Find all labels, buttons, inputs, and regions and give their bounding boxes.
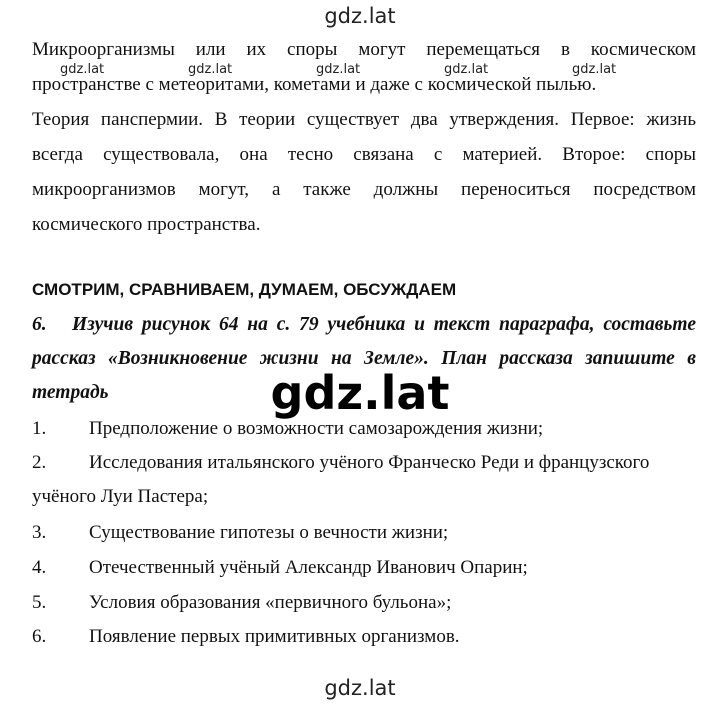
plan-item [32,516,696,550]
plan-item-number: 6. [32,626,47,647]
paragraph-line: Микроорганизмы или их споры могут перемещаться в космическом [32,39,696,60]
watermark-small: gdz.lat [316,62,361,77]
task-line [32,308,696,342]
plan-item-continuation: учёного Луи Пастера; [32,486,209,507]
paragraph-panspermia [32,102,696,242]
paragraph-line: всегда существовала, она тесно связана с материей. Второе: споры [32,144,696,165]
plan-item-text: Отечественный учёный Александр Иванович Опарин; [89,557,528,578]
watermark-center: gdz.lat [270,366,450,420]
paragraph-line: микроорганизмов могут, а также должны переноситься посредством [32,179,696,200]
plan-item-number: 1. [32,418,47,439]
task-text: Изучив рисунок 64 на с. 79 учебника и текст параграфа, составьте [72,314,696,335]
watermark-small: gdz.lat [188,62,233,77]
task-number: 6. [32,314,47,335]
plan-item-number: 5. [32,592,47,613]
plan-item-number: 4. [32,557,47,578]
watermark-small: gdz.lat [444,62,489,77]
watermark-top: gdz.lat [324,4,396,28]
plan-item [32,551,696,585]
plan-item [32,586,696,620]
watermark-bottom: gdz.lat [324,676,396,700]
plan-item-text: Предположение о возможности самозарождения жизни; [89,418,544,439]
paragraph-line: пространстве с метеоритами, кометами и даже с космической пылью. [32,74,597,95]
plan-item-text: Условия образования «первичного бульона»; [89,592,452,613]
section-heading: СМОТРИМ, СРАВНИВАЕМ, ДУМАЕМ, ОБСУЖДАЕМ [32,280,457,299]
watermark-small: gdz.lat [572,62,617,77]
plan-item [32,446,696,507]
plan-item-text: Появление первых примитивных организмов. [89,626,460,647]
plan-item-text: Существование гипотезы о вечности жизни; [89,522,449,543]
plan-item-number: 3. [32,522,47,543]
paragraph-line: космического пространства. [32,214,261,235]
task-line: тетрадь [32,382,109,403]
watermark-small: gdz.lat [60,62,105,77]
paragraph-line: Теория панспермии. В теории существует два утверждения. Первое: жизнь [32,109,696,130]
plan-item-text: Исследования итальянского учёного Франческо Реди и французского [89,452,650,473]
task-line: рассказ «Возникновение жизни на Земле». План рассказа запишите в [32,348,696,369]
plan-item [32,620,696,654]
plan-item-number: 2. [32,452,47,473]
plan-item [32,412,696,446]
